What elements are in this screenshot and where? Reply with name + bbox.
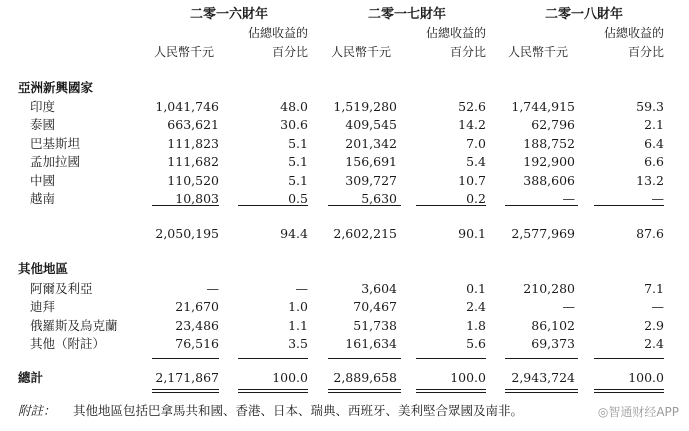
total-v16: 2,171,867 xyxy=(155,370,219,385)
footnote-label: 附註： xyxy=(18,403,56,418)
row-value-v17: 409,545 xyxy=(345,117,397,133)
row-value-v17: 156,691 xyxy=(345,154,397,170)
row-value-p18: 6.6 xyxy=(644,154,664,170)
row-value-p16: 5.1 xyxy=(288,135,308,151)
total-v17: 2,889,658 xyxy=(333,370,397,385)
total-label: 總計 xyxy=(18,370,44,385)
total-p16: 100.0 xyxy=(272,370,308,385)
col-pct-2017-l2: 百分比 xyxy=(449,45,486,59)
row-value-v16: 23,486 xyxy=(175,317,219,333)
row-value-p17: 5.6 xyxy=(466,336,486,352)
rule-total-top-v17 xyxy=(328,358,401,359)
row-label: 孟加拉國 xyxy=(30,154,81,170)
row-label: 泰國 xyxy=(30,117,56,133)
row-value-p18: 6.4 xyxy=(644,135,664,151)
row-value-v18: 388,606 xyxy=(523,172,575,188)
row-value-p16: 3.5 xyxy=(288,336,308,352)
year-header-2018: 二零一八財年 xyxy=(545,7,624,22)
row-value-p17: 7.0 xyxy=(466,135,486,151)
row-value-p18: 7.1 xyxy=(644,281,664,296)
rule-total-bottom2-v17 xyxy=(328,392,401,393)
row-value-v16: 111,823 xyxy=(167,135,219,151)
watermark: ◎智通财经APP xyxy=(597,405,679,419)
row-label: 越南 xyxy=(30,191,56,206)
asia-subtotal-v17: 2,602,215 xyxy=(333,226,397,241)
row-label: 印度 xyxy=(30,99,56,114)
rule-total-bottom2-p18 xyxy=(594,392,664,393)
asia-subtotal-p17: 90.1 xyxy=(458,226,486,241)
rule-total-top-p18 xyxy=(594,358,664,359)
rule-asia-v16 xyxy=(152,205,219,206)
total-v18: 2,943,724 xyxy=(511,370,575,385)
row-value-v16: 663,621 xyxy=(167,117,219,133)
col-rmb-2016: 人民幣千元 xyxy=(154,45,215,59)
col-rmb-2017: 人民幣千元 xyxy=(331,45,392,59)
row-value-p16: 5.1 xyxy=(288,154,308,170)
row-value-v17: 161,634 xyxy=(345,336,397,352)
row-value-v17: 51,738 xyxy=(353,317,397,333)
row-value-v17: 309,727 xyxy=(345,172,397,188)
row-value-v16: 21,670 xyxy=(175,299,219,315)
rule-total-bottom1-p16 xyxy=(238,389,308,390)
rule-total-top-v18 xyxy=(505,358,578,359)
row-value-p18: 2.4 xyxy=(644,336,664,352)
col-pct-2018-l2: 百分比 xyxy=(627,45,664,59)
total-p17: 100.0 xyxy=(450,370,486,385)
row-value-p17: 0.1 xyxy=(466,281,486,296)
rule-total-bottom2-v16 xyxy=(152,392,219,393)
row-value-v18: 86,102 xyxy=(531,317,575,333)
rule-total-bottom2-p17 xyxy=(416,392,486,393)
row-value-p17: 1.8 xyxy=(466,317,486,333)
col-pct-2018-l1: 佔總收益的 xyxy=(603,26,664,40)
rule-total-bottom1-v17 xyxy=(328,389,401,390)
rule-total-top-p17 xyxy=(416,358,486,359)
section-title-other: 其他地區 xyxy=(18,261,69,276)
asia-subtotal-v18: 2,577,969 xyxy=(511,226,575,241)
row-value-v18: 1,744,915 xyxy=(511,99,575,114)
rule-total-bottom1-p17 xyxy=(416,389,486,390)
row-label: 阿爾及利亞 xyxy=(30,281,93,296)
rule-total-top-v16 xyxy=(152,358,219,359)
row-label: 其他（附註） xyxy=(30,336,106,352)
rule-total-bottom1-v18 xyxy=(505,389,578,390)
rule-asia-p18 xyxy=(594,205,664,206)
asia-subtotal-p18: 87.6 xyxy=(636,226,664,241)
rule-asia-v18 xyxy=(505,205,578,206)
rule-total-bottom2-v18 xyxy=(505,392,578,393)
col-pct-2016-l1: 佔總收益的 xyxy=(247,26,308,40)
row-value-p16: 5.1 xyxy=(288,172,308,188)
row-value-v16: 76,516 xyxy=(175,336,219,352)
row-value-p16: 0.5 xyxy=(288,191,308,206)
year-header-2017: 二零一七財年 xyxy=(368,7,447,22)
row-value-p18: 13.2 xyxy=(636,172,664,188)
rule-total-top-p16 xyxy=(238,358,308,359)
row-value-v17: 5,630 xyxy=(361,191,397,206)
row-value-v18: 210,280 xyxy=(523,281,575,296)
footnote-text: 其他地區包括巴拿馬共和國、香港、日本、瑞典、西班牙、美利堅合眾國及南非。 xyxy=(73,403,524,418)
row-value-v18: 69,373 xyxy=(531,336,575,352)
row-value-p16: 30.6 xyxy=(280,117,308,133)
row-value-v16: 111,682 xyxy=(167,154,219,170)
row-value-p17: 5.4 xyxy=(466,154,486,170)
asia-subtotal-p16: 94.4 xyxy=(280,226,308,241)
row-value-p18: 2.9 xyxy=(644,317,664,333)
row-value-v16: — xyxy=(206,281,219,296)
year-header-2016: 二零一六財年 xyxy=(190,7,269,22)
rule-total-bottom1-v16 xyxy=(152,389,219,390)
row-value-v17: 70,467 xyxy=(353,299,397,315)
asia-subtotal-v16: 2,050,195 xyxy=(155,226,219,241)
row-value-p17: 0.2 xyxy=(466,191,486,206)
rule-asia-p16 xyxy=(238,205,308,206)
row-label: 中國 xyxy=(30,172,56,188)
col-pct-2017-l1: 佔總收益的 xyxy=(425,26,486,40)
row-label: 俄羅斯及烏克蘭 xyxy=(30,317,118,333)
row-value-p16: — xyxy=(295,281,308,296)
row-value-p17: 52.6 xyxy=(458,99,486,114)
col-pct-2016-l2: 百分比 xyxy=(271,45,308,59)
row-value-v17: 1,519,280 xyxy=(333,99,397,114)
row-value-v18: 188,752 xyxy=(523,135,575,151)
row-value-p18: — xyxy=(651,299,664,315)
row-value-p16: 1.1 xyxy=(288,317,308,333)
row-value-p17: 14.2 xyxy=(458,117,486,133)
row-value-v17: 3,604 xyxy=(361,281,397,296)
row-value-p18: — xyxy=(651,191,664,206)
row-value-v16: 10,803 xyxy=(175,191,219,206)
row-value-p16: 48.0 xyxy=(280,99,308,114)
row-value-v18: 192,900 xyxy=(523,154,575,170)
row-value-p18: 2.1 xyxy=(644,117,664,133)
rule-total-bottom1-p18 xyxy=(594,389,664,390)
row-label: 巴基斯坦 xyxy=(30,135,81,151)
row-label: 迪拜 xyxy=(30,299,56,315)
row-value-p18: 59.3 xyxy=(636,99,664,114)
row-value-v16: 1,041,746 xyxy=(155,99,219,114)
total-p18: 100.0 xyxy=(628,370,664,385)
rule-asia-p17 xyxy=(416,205,486,206)
row-value-v16: 110,520 xyxy=(167,172,219,188)
rule-total-bottom2-p16 xyxy=(238,392,308,393)
row-value-v18: — xyxy=(562,299,575,315)
row-value-v18: — xyxy=(562,191,575,206)
row-value-p17: 10.7 xyxy=(458,172,486,188)
row-value-p17: 2.4 xyxy=(466,299,486,315)
section-title-asia: 亞洲新興國家 xyxy=(18,80,94,95)
row-value-p16: 1.0 xyxy=(288,299,308,315)
row-value-v17: 201,342 xyxy=(345,135,397,151)
rule-asia-v17 xyxy=(328,205,401,206)
col-rmb-2018: 人民幣千元 xyxy=(508,45,569,59)
row-value-v18: 62,796 xyxy=(531,117,575,133)
